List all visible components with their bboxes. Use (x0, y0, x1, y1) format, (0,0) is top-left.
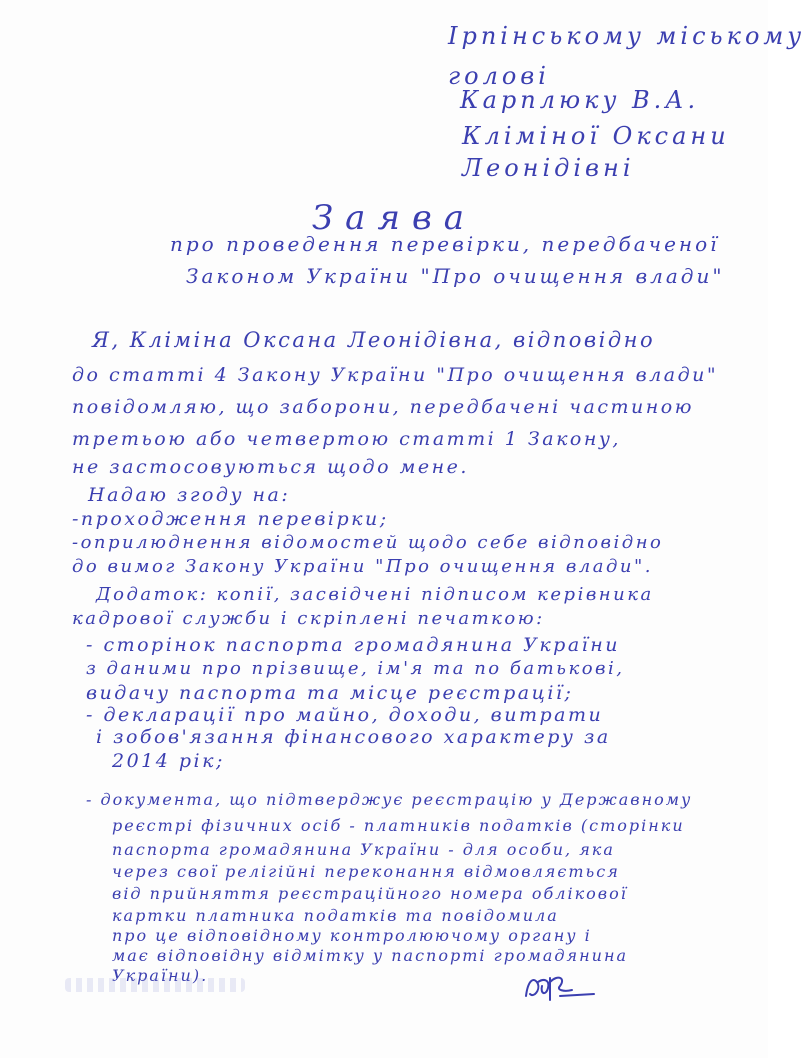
faded-stamp-mark (65, 978, 245, 992)
document-line: через свої релігійні переконання відмовляється (112, 862, 620, 881)
statement-line: третьою або четвертою статті 1 Закону, (72, 428, 621, 450)
document-line: України). (112, 966, 209, 985)
document-title: Заява (312, 198, 477, 238)
attachment-line: 2014 рік; (112, 750, 225, 772)
consent-line: Надаю згоду на: (88, 484, 291, 506)
attachment-line: Додаток: копії, засвідчені підписом керівника (96, 584, 654, 605)
document-line: про це відповідному контролюючому органу і (112, 926, 592, 945)
subtitle-line-2: Законом України "Про очищення влади" (186, 264, 725, 288)
attachment-line: кадрової служби і скріплені печаткою: (72, 608, 545, 629)
addressee-line-5: Леонідівні (462, 154, 635, 182)
consent-line: -проходження перевірки; (72, 508, 389, 530)
document-line: від прийняття реєстраційного номера облікової (112, 884, 628, 903)
addressee-line-4: Кліміної Оксани (462, 122, 730, 150)
attachment-line: видачу паспорта та місце реєстрації; (86, 682, 574, 704)
statement-line: повідомляю, що заборони, передбачені частиною (72, 396, 694, 418)
attachment-line: - декларації про майно, доходи, витрати (86, 704, 604, 726)
statement-line: не застосовуються щодо мене. (72, 456, 469, 478)
addressee-line-2: голові (448, 62, 550, 90)
consent-line: до вимог Закону України "Про очищення влади". (72, 556, 653, 577)
consent-line: -оприлюднення відомостей щодо себе відповідно (72, 532, 664, 553)
document-line: картки платника податків та повідомила (112, 906, 559, 925)
subtitle-line-1: про проведення перевірки, передбаченої (170, 232, 720, 256)
handwritten-signature (520, 960, 600, 1010)
addressee-line-1: Ірпінському міському (448, 22, 805, 50)
document-line: - документа, що підтверджує реєстрацію у Державному (86, 790, 693, 809)
document-line: паспорта громадянина України - для особи, яка (112, 840, 615, 859)
attachment-line: і зобов'язання фінансового характеру за (96, 726, 611, 748)
statement-line: до статті 4 Закону України "Про очищення влади" (72, 364, 719, 386)
document-line: реєстрі фізичних осіб - платників податків (сторінки (112, 816, 685, 835)
statement-line: Я, Клімiна Оксана Леонідівна, відповідно (92, 328, 656, 352)
attachment-line: з даними про прізвище, ім'я та по батькові, (86, 658, 625, 679)
addressee-line-3: Карплюку В.А. (460, 86, 700, 114)
document-line: має відповідну відмітку у паспорті громадянина (112, 946, 629, 965)
attachment-line: - сторінок паспорта громадянина України (86, 634, 620, 656)
